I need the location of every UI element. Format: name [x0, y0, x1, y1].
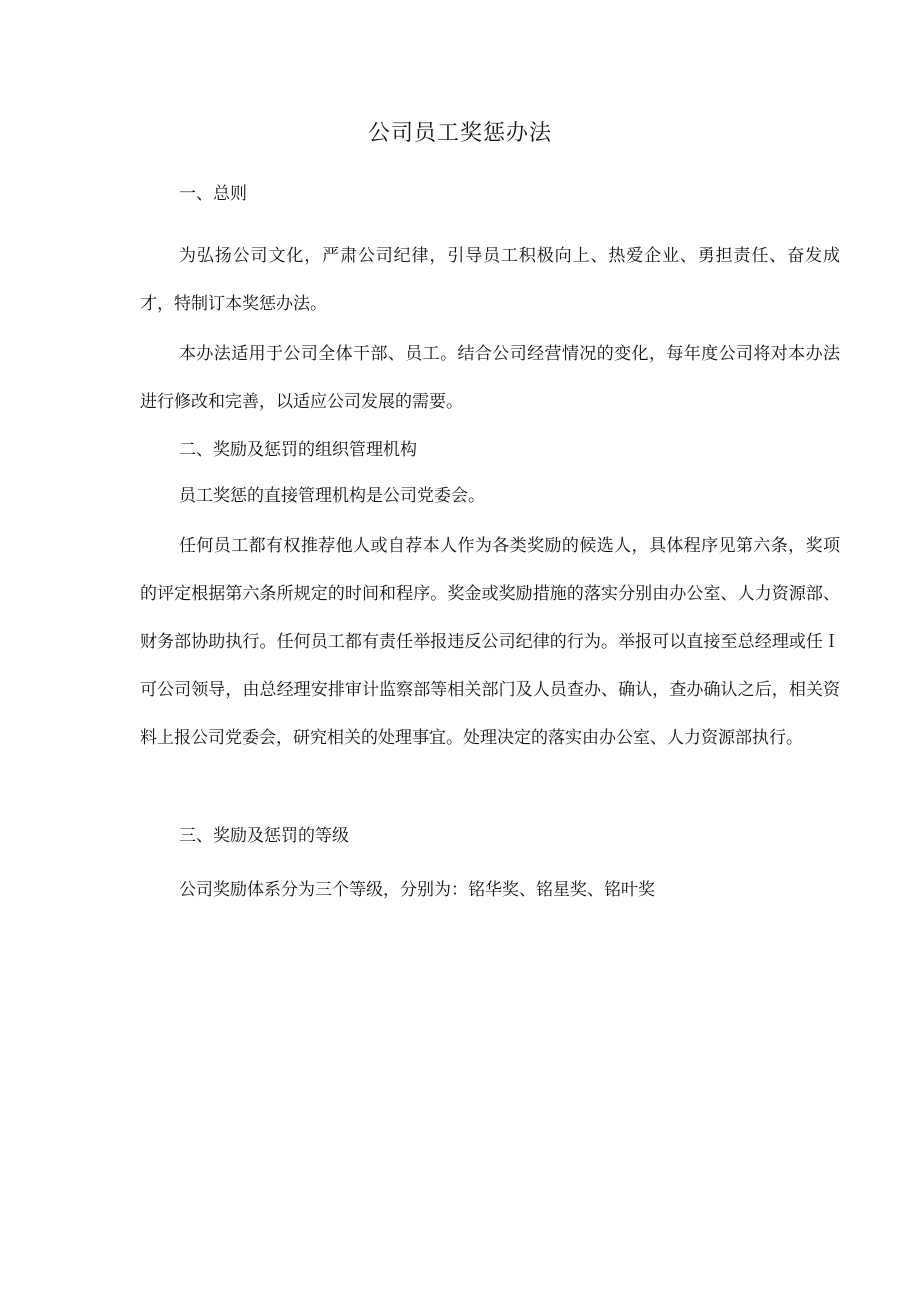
paragraph-purpose: 为弘扬公司文化，严肃公司纪律，引导员工积极向上、热爱企业、勇担责任、奋发成才，特制订本奖惩办法。 [140, 246, 840, 314]
paragraph-procedure: 任何员工都有权推荐他人或自荐本人作为各类奖励的候选人，具体程序见第六条，奖项的评定根据第六条所规定的时间和程序。奖金或奖励措施的落实分别由办公室、人力资源部、财务部协助执行。任何员工都有责任举报违反公司纪律的行为。举报可以直接至总经理或任Ｉ可公司领导，由总经理安排审计监察部等相关部门及人员查办、确认，查办确认之后，相关资料上报公司党委会，研究相关的处理事宜。处理决定的落实由办公室、人力资源部执行。 [140, 536, 840, 748]
paragraph-award-levels: 公司奖励体系分为三个等级，分别为：铭华奖、铭星奖、铭叶奖 [179, 880, 655, 900]
document-title: 公司员工奖惩办法 [367, 121, 552, 146]
paragraph-management-body: 员工奖惩的直接管理机构是公司党委会。 [179, 486, 485, 506]
paragraph-scope: 本办法适用于公司全体干部、员工。结合公司经营情况的变化，每年度公司将对本办法进行修改和完善，以适应公司发展的需要。 [140, 344, 840, 412]
section-heading-organization: 二、奖励及惩罚的组织管理机构 [179, 440, 417, 460]
section-heading-levels: 三、奖励及惩罚的等级 [179, 826, 349, 846]
section-heading-general: 一、总则 [179, 184, 247, 204]
